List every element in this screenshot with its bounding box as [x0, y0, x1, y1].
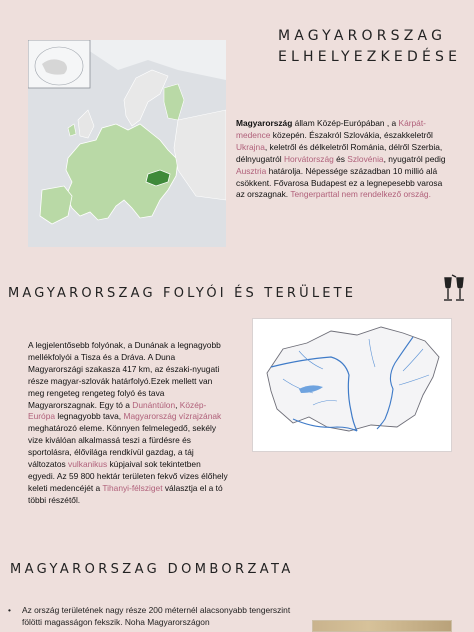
bold-term: Magyarország [236, 118, 293, 128]
inline-link[interactable]: vulkanikus [68, 459, 108, 470]
text-run: választja el a tó többi részétől. [28, 482, 223, 505]
text-run: meghatározó eleme. Könnyen felmelegedő, sekély vize kiválóan alkalmassá teszi a fürdésre és sportolásra, élővilága rendkívül gazdag, a táj változatos [28, 423, 217, 470]
bullet-item: • Az ország területének nagy része 200 méternél alacsonyabb tengerszint fölötti magasságon fekszik. Noha Magyarországon [8, 604, 298, 628]
inline-link[interactable]: Tengerparttal nem rendelkező ország. [290, 189, 431, 200]
text-run: , [175, 399, 180, 410]
hungary-rivers-map-image [252, 318, 452, 452]
inline-link[interactable]: Ukrajna [236, 141, 265, 152]
text-run: határolja. Népessége században 10 millió alá csökkent. Fővarosa Budapest ez a legnepesebb varosa az orszagnak. [236, 165, 443, 200]
section3-bullet-list [8, 604, 298, 628]
section1-title-line1: MAGYARORSZAG [278, 28, 447, 44]
text-run: és [333, 153, 348, 164]
inline-link[interactable]: Tihanyi-félsziget [102, 482, 163, 493]
inline-link[interactable]: Horvátország [283, 153, 334, 164]
section1-title-line2: ELHELYEZKEDÉSE [278, 49, 462, 65]
relief-map-image [312, 620, 452, 632]
hungary-rivers-svg [253, 319, 451, 451]
text-run: , keletről és délkeletről Románia, délről Szerbia, délnyugatról [236, 141, 443, 164]
section1-paragraph [236, 118, 452, 201]
text-run: A legjelentősebb folyónak, a Dunának a legnagyobb mellékfolyói a Tisza és a Dráva. A Duna Magyarországi szakasza 417 km, az északi-nyugati része magyar-szlovák határfolyó.Ezek mellett van meg rengeteg rengeteg folyó és tava Magyarorszagnak. Egy tó a [28, 340, 221, 410]
section1-title [278, 26, 461, 68]
europe-map-image [28, 40, 226, 247]
inline-link[interactable]: Magyarország vízrajzának [123, 411, 222, 422]
text-run: , nyugatról pedig [383, 153, 446, 164]
section2-paragraph [28, 340, 228, 507]
europe-map-svg [28, 40, 226, 247]
text-run: állam Közép-Európában , a [292, 118, 399, 128]
inline-link[interactable]: Szlovénia [347, 153, 384, 164]
inline-link[interactable]: Közép-Európa [28, 399, 207, 422]
inline-link[interactable]: Kárpát-medence [236, 118, 426, 140]
inline-link[interactable]: Ausztria [236, 165, 267, 176]
champagne-glasses-icon [440, 274, 468, 304]
section3-title: MAGYARORSZAG DOMBORZATA [10, 562, 294, 577]
text-run: közepén. Északról Szlovákia, északkeletről [270, 129, 433, 140]
text-run: kúpjaival sok tekintetben egyedi. Az 59 800 hektár területen fekvő vizes élőhely keleti medencéjét a [28, 459, 228, 493]
text-run: legnagyobb tava, [55, 411, 124, 422]
inline-link[interactable]: Dunántúlon [132, 399, 176, 410]
section2-title: MAGYARORSZAG FOLYÓI ÉS TERÜLETE [8, 286, 357, 301]
